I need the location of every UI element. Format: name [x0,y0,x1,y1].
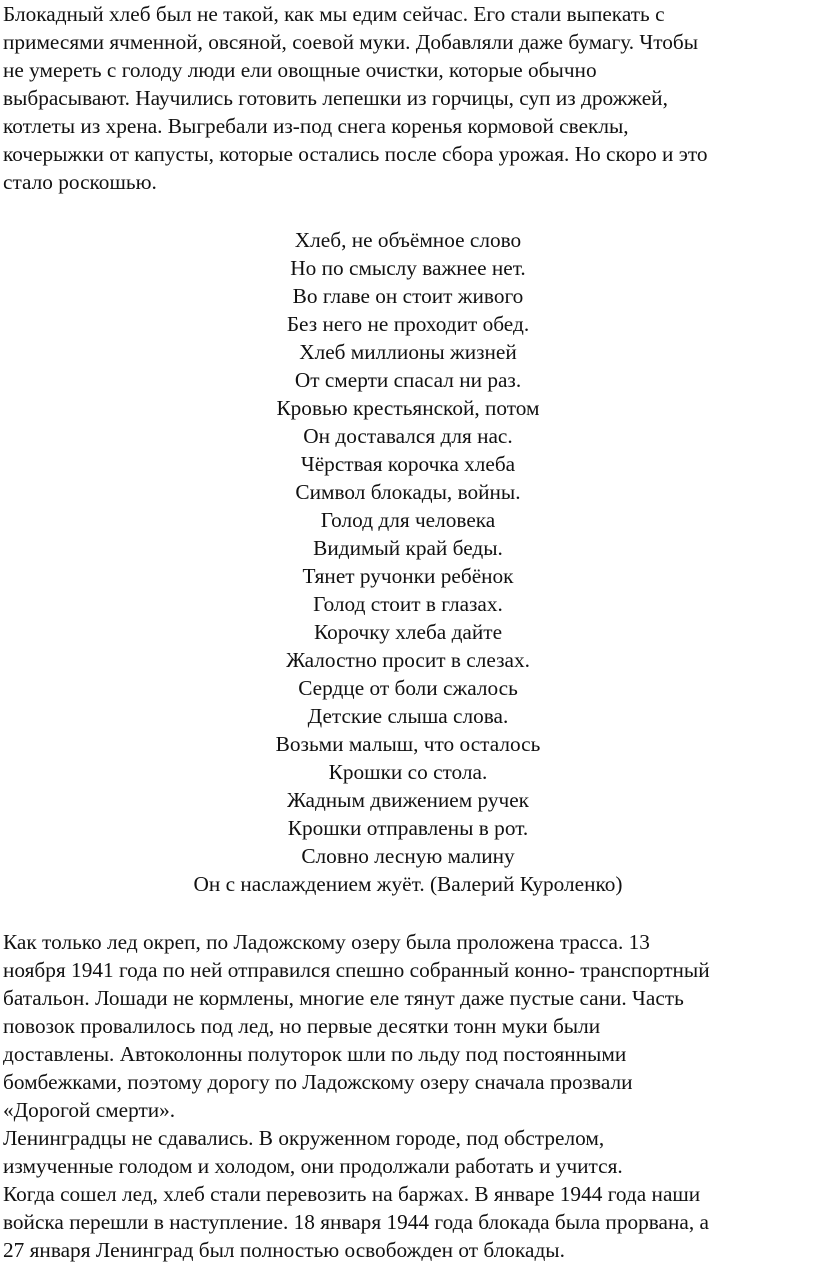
poem-line: Во главе он стоит живого [292,284,524,308]
poem-line: Детские слыша слова. [307,704,509,728]
poem-line: Крошки отправлены в рот. [287,816,529,840]
poem-line: От смерти спасал ни раз. [294,368,522,392]
poem-line: Жадным движением ручек [286,788,530,812]
intro-paragraph: Блокадный хлеб был не такой, как мы едим сейчас. Его стали выпекать с примесями ячменной, овсяной, соевой муки. Добавляли даже бумагу. Чтобы не умереть с голоду люди ели овощные очистки, которые обычно выбрасывают. Научились готовить лепешки из горчицы, суп из дрожжей, котлеты из хрена. Выгребали из-под снега коренья кормовой свеклы, кочерыжки от капусты, которые остались после сбора урожая. Но скоро и это стало роскошью. [3,2,708,194]
poem-line: Хлеб миллионы жизней [299,340,517,364]
poem-line: Но по смыслу важнее нет. [290,256,526,280]
closing-section [3,928,815,1264]
poem-line: Возьми малыш, что осталось [275,732,541,756]
road-paragraph: Как только лед окреп, по Ладожскому озеру была проложена трасса. 13 ноября 1941 года по ней отправился спешно собранный конно- транспортный батальон. Лошади не кормлены, многие еле тянут даже пустые сани. Часть повозок провалилось под лед, но первые десятки тонн муки были доставлены. Автоколонны полуторок шли по льду под постоянными бомбежками, поэтому дорогу по Ладожскому озеру сначала прозвали «Дорогой смерти». [3,930,710,1122]
poem-line: Чёрствая корочка хлеба [300,452,516,476]
poem-line: Хлеб, не объёмное слово [294,228,522,252]
poem-line: Видимый край беды. [313,536,503,560]
poem-line: Он с наслаждением жуёт. (Валерий Куроленко) [193,872,623,896]
poem-line: Крошки со стола. [328,760,488,784]
poem [0,226,816,898]
poem-line: Сердце от боли сжалось [298,676,518,700]
poem-line: Голод стоит в глазах. [313,592,503,616]
liberation-paragraph: Когда сошел лед, хлеб стали перевозить на баржах. В январе 1944 года наши войска перешли в наступление. 18 января 1944 года блокада была прорвана, а 27 января Ленинград был полностью освобожден от блокады. [3,1182,709,1262]
city-paragraph: Ленинградцы не сдавались. В окруженном городе, под обстрелом, измученные голодом и холодом, они продолжали работать и учится. [3,1126,623,1178]
poem-line: Словно лесную малину [301,844,515,868]
poem-line: Жалостно просит в слезах. [286,648,530,672]
poem-line: Тянет ручонки ребёнок [302,564,514,588]
poem-line: Символ блокады, войны. [295,480,521,504]
poem-line: Кровью крестьянской, потом [276,396,540,420]
poem-line: Без него не проходит обед. [286,312,530,336]
poem-line: Голод для человека [320,508,496,532]
poem-line: Корочку хлеба дайте [313,620,503,644]
poem-line: Он доставался для нас. [303,424,513,448]
